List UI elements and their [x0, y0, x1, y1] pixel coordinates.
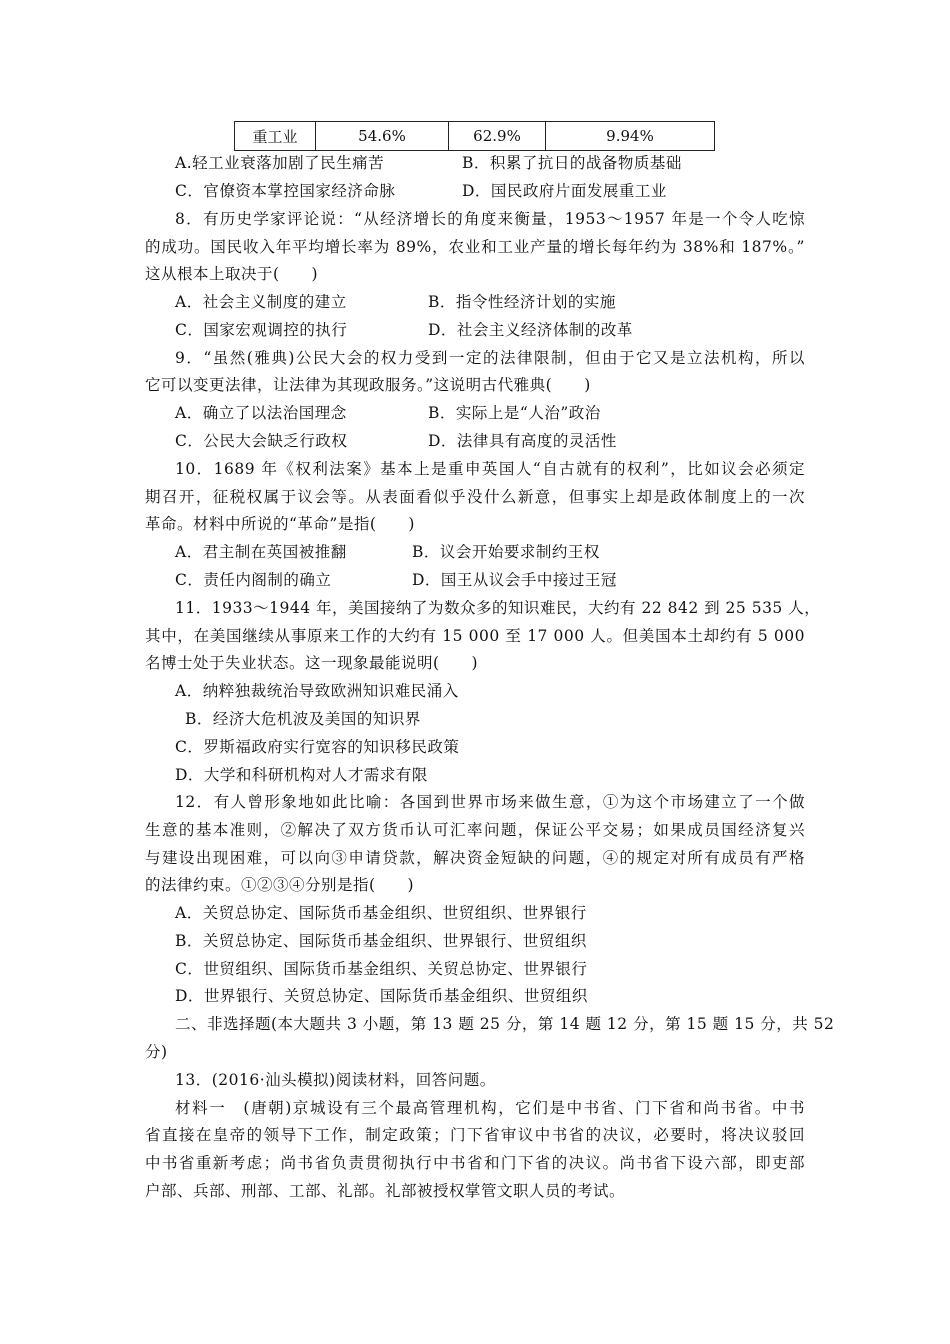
q13-material-line: 材料一 (唐朝)京城设有三个最高管理机构，它们是中书省、门下省和尚书省。中书: [175, 1099, 805, 1117]
q10-option-c: C．责任内阁制的确立: [175, 571, 332, 589]
q9-stem-line: 9．“虽然(雅典)公民大会的权力受到一定的法律限制，但由于它又是立法机构，所以: [175, 349, 805, 367]
data-table: [234, 121, 715, 151]
q8-option-a: A．社会主义制度的建立: [175, 293, 347, 311]
q11-option-a: A．纳粹独裁统治导致欧洲知识难民涌入: [175, 682, 459, 700]
q9-option-b: B．实际上是“人治”政治: [428, 404, 601, 422]
q10-option-d: D．国王从议会手中接过王冠: [412, 571, 617, 589]
q12-stem-line: 与建设出现困难，可以向③申请贷款，解决资金短缺的问题，④的规定对所有成员有严格: [145, 849, 805, 867]
q7-option-a: A.轻工业衰落加剧了民生痛苦: [175, 154, 385, 172]
q11-stem-line: 11．1933～1944 年，美国接纳了为数众多的知识难民，大约有 22 842 到 25 535 人，: [175, 599, 821, 617]
q13-material-line: 户部、兵部、刑部、工部、礼部。礼部被授权掌管文职人员的考试。: [145, 1182, 626, 1200]
q8-option-d: D．社会主义经济体制的改革: [428, 321, 633, 339]
table-row: [235, 122, 715, 151]
q8-option-c: C．国家宏观调控的执行: [175, 321, 348, 339]
q13-title: 13．(2016·汕头模拟)阅读材料，回答问题。: [175, 1071, 496, 1089]
q9-option-a: A．确立了以法治国理念: [175, 404, 347, 422]
table-cell: 62.9%: [449, 122, 546, 151]
q9-stem-line: 它可以变更法律，让法律为其现政服务。”这说明古代雅典( ): [145, 376, 591, 394]
q12-option-d: D．世界银行、关贸总协定、国际货币基金组织、世贸组织: [175, 987, 588, 1005]
q12-stem-line: 的法律约束。①②③④分别是指( ): [145, 876, 415, 894]
q10-stem-line: 革命。材料中所说的“革命”是指( ): [145, 515, 415, 533]
q12-stem-line: 12．有人曾形象地如此比喻：各国到世界市场来做生意，①为这个市场建立了一个做: [175, 793, 805, 811]
q9-option-d: D．法律具有高度的灵活性: [428, 432, 617, 450]
q13-material-line: 省直接在皇帝的领导下工作，制定政策；门下省审议中书省的决议，必要时，将决议驳回: [145, 1126, 805, 1144]
q10-option-a: A．君主制在英国被推翻: [175, 543, 347, 561]
q12-option-b: B．关贸总协定、国际货币基金组织、世界银行、世贸组织: [175, 932, 587, 950]
table-cell: 9.94%: [546, 122, 715, 151]
q8-option-b: B．指令性经济计划的实施: [428, 293, 616, 311]
q8-stem-line: 这从根本上取决于( ): [145, 265, 319, 283]
q10-option-b: B．议会开始要求制约王权: [412, 543, 600, 561]
table-cell: 重工业: [235, 122, 316, 151]
q13-material-line: 中书省重新考虑；尚书省负责贯彻执行中书省和门下省的决议。尚书省下设六部，即吏部: [145, 1154, 805, 1172]
q11-stem-line: 名博士处于失业状态。这一现象最能说明( ): [145, 654, 479, 672]
q11-option-c: C．罗斯福政府实行宽容的知识移民政策: [175, 738, 460, 756]
q10-stem-line: 期召开，征税权属于议会等。从表面看似乎没什么新意，但事实上却是政体制度上的一次: [145, 488, 805, 506]
q7-option-b: B．积累了抗日的战备物质基础: [462, 154, 682, 172]
q11-stem-line: 其中，在美国继续从事原来工作的大约有 15 000 至 17 000 人。但美国本土却约有 5 000: [145, 627, 805, 645]
section-heading: 分): [145, 1043, 168, 1061]
q7-option-d: D．国民政府片面发展重工业: [462, 182, 667, 200]
q11-option-b: B．经济大危机波及美国的知识界: [185, 710, 421, 728]
q8-stem-line: 8．有历史学家评论说：“从经济增长的角度来衡量，1953～1957 年是一个令人吃惊: [175, 210, 805, 228]
q12-option-c: C．世贸组织、国际货币基金组织、关贸总协定、世界银行: [175, 960, 588, 978]
table-cell: 54.6%: [316, 122, 449, 151]
q12-stem-line: 生意的基本准则，②解决了双方货币认可汇率问题，保证公平交易；如果成员国经济复兴: [145, 821, 805, 839]
q10-stem-line: 10．1689 年《权利法案》基本上是重申英国人“自古就有的权利”，比如议会必须定: [175, 460, 805, 478]
section-heading: 二、非选择题(本大题共 3 小题，第 13 题 25 分，第 14 题 12 分，第 15 题 15 分，共 52: [175, 1015, 835, 1033]
q9-option-c: C．公民大会缺乏行政权: [175, 432, 348, 450]
q12-option-a: A．关贸总协定、国际货币基金组织、世贸组织、世界银行: [175, 904, 587, 922]
q11-option-d: D．大学和科研机构对人才需求有限: [175, 766, 428, 784]
q7-option-c: C．官僚资本掌控国家经济命脉: [175, 182, 396, 200]
q8-stem-line: 的成功。国民收入年平均增长率为 89%，农业和工业产量的增长每年约为 38%和 187%。”: [145, 238, 805, 256]
